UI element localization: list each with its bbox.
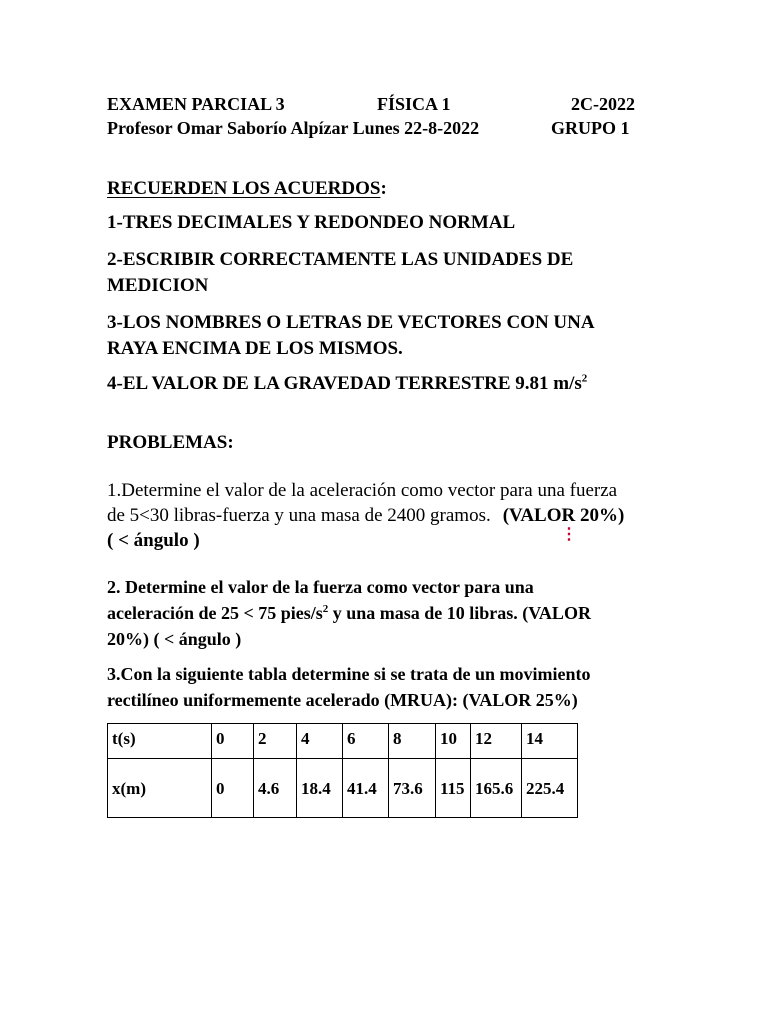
agreement-2-line1: 2-ESCRIBIR CORRECTAMENTE LAS UNIDADES DE: [107, 249, 574, 270]
table-cell: 0: [212, 724, 254, 759]
table-cell: 4.6: [254, 759, 297, 818]
agreement-2-line2: MEDICION: [107, 275, 209, 296]
problem-2-line1: 2. Determine el valor de la fuerza como vector para una: [107, 577, 534, 597]
motion-data-table: [107, 723, 578, 818]
table-cell: 18.4: [297, 759, 343, 818]
agreement-3-line1: 3-LOS NOMBRES O LETRAS DE VECTORES CON UNA: [107, 312, 595, 333]
problem-2-line2: [107, 603, 591, 624]
agreement-4-exponent: 2: [581, 372, 588, 385]
table-cell: 165.6: [471, 759, 522, 818]
table-row: [108, 724, 578, 759]
problem-1-value: (VALOR 20%): [502, 505, 625, 526]
problem-3-line1: 3.Con la siguiente tabla determine si se trata de un movimiento: [107, 664, 591, 684]
agreement-1: 1-TRES DECIMALES Y REDONDEO NORMAL: [107, 212, 516, 233]
table-cell: x(m): [108, 759, 212, 818]
problem-2-exponent: 2: [322, 603, 329, 615]
table-cell: 8: [389, 724, 436, 759]
table-cell: t(s): [108, 724, 212, 759]
agreement-4: [107, 373, 587, 395]
table-cell: 225.4: [522, 759, 578, 818]
table-cell: 10: [436, 724, 471, 759]
table-cell: 2: [254, 724, 297, 759]
group-label: GRUPO 1: [551, 118, 630, 138]
problem-3-line2: rectilíneo uniformemente acelerado (MRUA): (VALOR 25%): [107, 690, 578, 710]
table-cell: 6: [343, 724, 389, 759]
agreements-heading: [107, 178, 387, 200]
table-cell: 0: [212, 759, 254, 818]
term-label: 2C-2022: [571, 94, 635, 114]
teacher-line: Profesor Omar Saborío Alpízar Lunes 22-8-2022: [107, 118, 480, 138]
table-cell: 73.6: [389, 759, 436, 818]
problem-2-accel: aceleración de 25 < 75 pies/s: [107, 603, 323, 623]
problem-2-mass: y una masa de 10 libras. (VALOR: [328, 603, 591, 623]
agreements-title: RECUERDEN LOS ACUERDOS: [107, 178, 381, 199]
red-mark: ⋮: [561, 526, 577, 543]
problem-1-line3: ( < ángulo ): [107, 530, 200, 551]
problem-1-line1: 1.Determine el valor de la aceleración como vector para una fuerza: [107, 480, 618, 501]
table-row: [108, 759, 578, 818]
exam-title: EXAMEN PARCIAL 3: [107, 94, 285, 114]
table-cell: 14: [522, 724, 578, 759]
course-name: FÍSICA 1: [377, 94, 451, 114]
problem-1-statement: de 5<30 libras-fuerza y una masa de 2400 gramos.: [107, 505, 491, 526]
table-cell: 115: [436, 759, 471, 818]
agreement-3-line2: RAYA ENCIMA DE LOS MISMOS.: [107, 338, 403, 359]
problems-heading: PROBLEMAS:: [107, 432, 234, 453]
agreement-4-text: 4-EL VALOR DE LA GRAVEDAD TERRESTRE 9.81 m/s: [107, 373, 582, 394]
problem-1-line2: [107, 505, 624, 527]
problem-2-line3: 20%) ( < ángulo ): [107, 629, 242, 649]
table-cell: 4: [297, 724, 343, 759]
table-cell: 41.4: [343, 759, 389, 818]
agreements-colon: :: [380, 178, 387, 199]
table-cell: 12: [471, 724, 522, 759]
